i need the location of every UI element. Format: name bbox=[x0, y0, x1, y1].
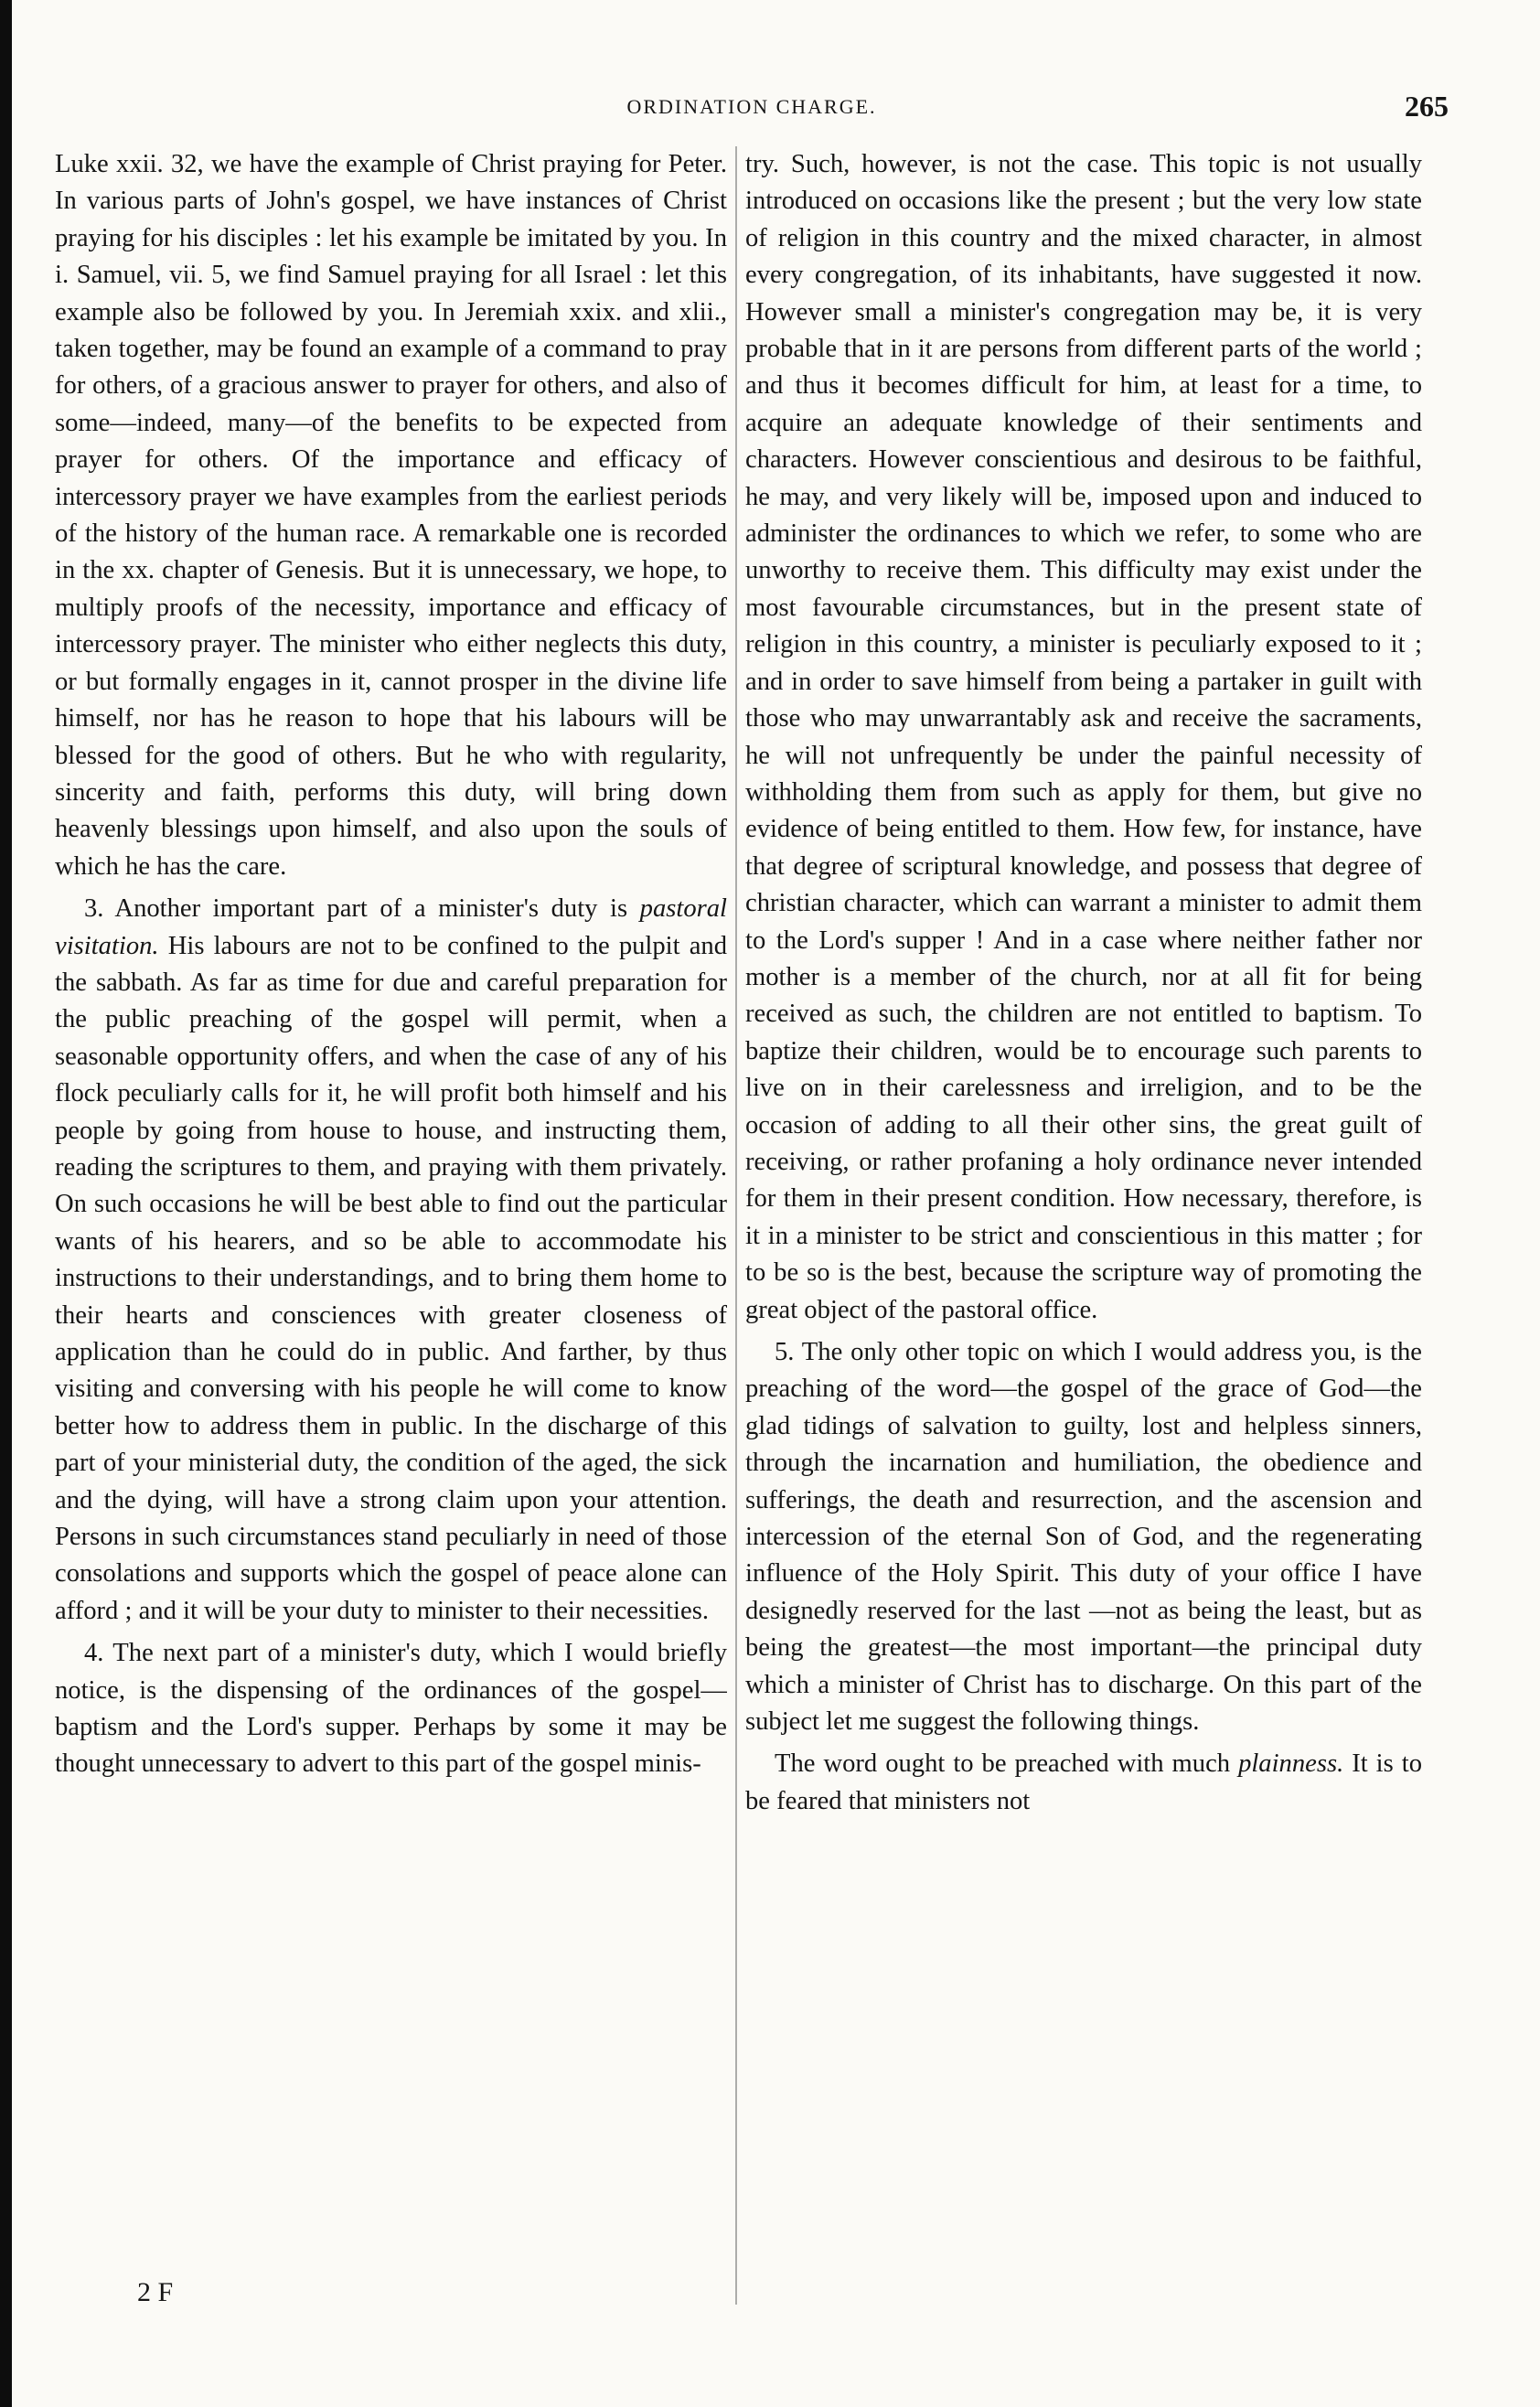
pastoral-visitation-emphasis: pastoral visitation. bbox=[55, 894, 727, 960]
left-paragraph-2 bbox=[55, 891, 727, 1630]
signature-mark: 2 F bbox=[137, 2277, 174, 2307]
right-paragraph-1: try. Such, however, is not the case. This topic is not usually introduced on occasions like the present ; but the very low state of religion in this country and the mixed character, in almost every congregation, of its inhabitants, have suggested it now. However small a minister's congregation may be, it is very probable that in it are persons from different parts of the world ; and thus it becomes difficult for him, at least for a time, to acquire an adequate knowledge of their sentiments and characters. However conscientious and desirous to be faithful, he may, and very likely will be, imposed upon and induced to administer the ordinances to which we refer, to some who are unworthy to receive them. This difficulty may exist under the most favourable circumstances, but in the present state of religion in this country, a minister is peculiarly exposed to it ; and in order to save himself from being a partaker in guilt with those who may unwarrantably ask and receive the sacraments, he will not unfrequently be under the painful necessity of withholding them from such as apply for them, but give no evidence of being entitled to them. How few, for instance, have that degree of scriptural knowledge, and possess that degree of christian character, which can warrant a minister to admit them to the Lord's supper ! And in a case where neither father nor mother is a member of the church, nor at all fit for being received as such, the children are not entitled to baptism. To baptize their children, would be to encourage such parents to live on in their carelessness and irreligion, and to be the occasion of adding to all their other sins, the great guilt of receiving, or rather profaning a holy ordinance never intended for them in their present condition. How necessary, therefore, is it in a minister to be strict and conscientious in this matter ; for to be so is the best, because the scripture way of promoting the great object of the pastoral office. bbox=[745, 150, 1422, 1324]
page-edge bbox=[0, 0, 12, 2407]
right-paragraph-3 bbox=[745, 1746, 1422, 1820]
right-paragraph-3-rest: It is to be feared that ministers not bbox=[745, 1749, 1422, 1815]
running-head: ORDINATION CHARGE. bbox=[626, 95, 877, 118]
right-column bbox=[745, 146, 1422, 2286]
right-paragraph-2: 5. The only other topic on which I would address you, is the preaching of the word—the gospel of the grace of God—the glad tidings of salvation to guilty, lost and helpless sinners, through the incarnation and humiliation, the obedience and sufferings, the death and resurrection, and the ascension and intercession of the eternal Son of God, and the regenerating influence of the Holy Spirit. This duty of your office I have designedly reserved for the last —not as being the least, but as being the greatest—the most important—the principal duty which a minister of Christ has to discharge. On this part of the subject let me suggest the following things. bbox=[745, 1338, 1422, 1737]
left-column bbox=[55, 146, 727, 2286]
page-header bbox=[55, 90, 1449, 126]
left-paragraph-3: 4. The next part of a minister's duty, which I would briefly notice, is the dispensing of the ordinances of the gospel—baptism and the Lord's supper. Perhaps by some it may be thought unnecessary to advert to this part of the gospel minis- bbox=[55, 1639, 727, 1779]
left-paragraph-1: Luke xxii. 32, we have the example of Christ praying for Peter. In various parts of John's gospel, we have instances of Christ praying for his disciples : let his example be imitated by you. In i. Samuel, vii. 5, we find Samuel praying for all Israel : let this example also be followed by you. In Jeremiah xxix. and xlii., taken together, may be found an example of a command to pray for others, of a gracious answer to prayer for others, and also of some—indeed, many—of the benefits to be expected from prayer for others. Of the importance and efficacy of intercessory prayer we have examples from the earliest periods of the history of the human race. A remarkable one is recorded in the xx. chapter of Genesis. But it is unnecessary, we hope, to multiply proofs of the necessity, importance and efficacy of intercessory prayer. The minister who either neglects this duty, or but formally engages in it, cannot prosper in the divine life himself, nor has he reason to hope that his labours will be blessed for the good of others. But he who with regularity, sincerity and faith, performs this duty, will bring down heavenly blessings upon himself, and also upon the souls of which he has the care. bbox=[55, 150, 727, 881]
right-paragraph-3-lead: The word ought to be preached with much bbox=[775, 1749, 1239, 1779]
plainness-emphasis: plainness. bbox=[1238, 1749, 1344, 1779]
page-number: 265 bbox=[1405, 90, 1449, 123]
left-paragraph-2-lead: 3. Another important part of a minister's duty is bbox=[84, 894, 640, 924]
left-paragraph-2-rest: His labours are not to be confined to the pulpit and the sabbath. As far as time for due and careful preparation for the public preaching of the gospel will permit, when a seasonable opportunity offers, and when the case of any of his flock peculiarly calls for it, he will profit both himself and his people by going from house to house, and instructing them, reading the scriptures to them, and praying with them privately. On such occasions he will be best able to find out the particular wants of his hearers, and so be able to accommodate his instructions to their understandings, and to bring them home to their hearts and consciences with greater closeness of application than he could do in public. And farther, by thus visiting and conversing with his people he will come to know better how to address them in public. In the discharge of this part of your ministerial duty, the condition of the aged, the sick and the dying, will have a strong claim upon your attention. Persons in such circumstances stand peculiarly in need of those consolations and supports which the gospel of peace alone can afford ; and it will be your duty to minister to their necessities. bbox=[55, 931, 727, 1625]
column-divider bbox=[735, 146, 737, 2305]
